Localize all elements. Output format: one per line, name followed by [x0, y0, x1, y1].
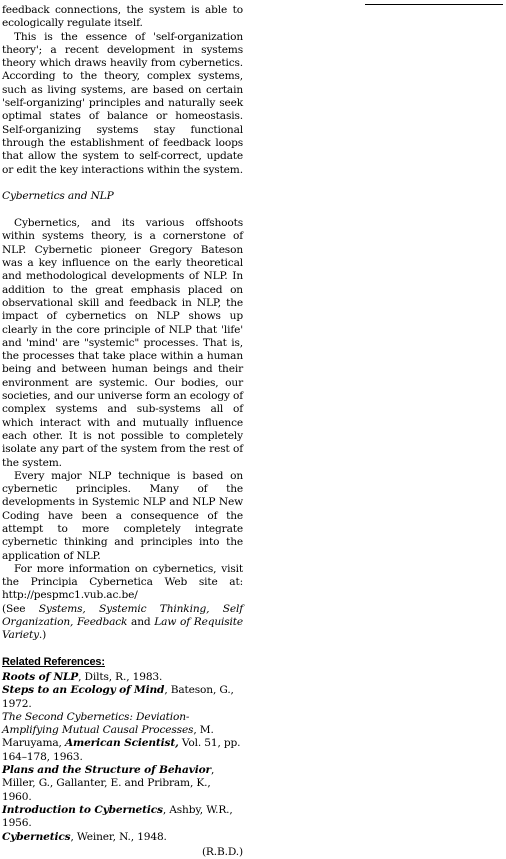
column-rule	[365, 4, 503, 5]
reference-item: Plans and the Structure of Behavior, Miller, G., Gallanter, E. and Pribram, K., 1960.	[2, 764, 215, 803]
paragraph-cybernetics-nlp: Cybernetics, and its various offshoots within systems theory, is a cornerstone of NLP. Cybernetic pioneer Gregory Bateson was a key influence on the early theoretical and methodological developments of NLP. In addition to the great emphasis placed on observational skill and feedback in NLP, the impact of cybernetics on NLP shows up clearly in the core principle of NLP that 'life' and 'mind' are "systemic" processes. That is, the processes that take place within a human being and between human beings and their environment are systemic. Our bodies, our societies, and our universe form an ecology of complex systems and sub-systems all of which interact with and mutually influence each other. It is not possible to completely isolate any part of the system from the rest of the system.	[2, 217, 243, 469]
paragraph-continuation: feedback connections, the system is able to ecologically regulate itself.	[2, 4, 243, 30]
see-also: (See Systems, Systemic Thinking, Self Organization, Feedback and Law of Requisite Variety.)	[2, 602, 243, 642]
reference-item: Roots of NLP, Dilts, R., 1983.	[2, 670, 163, 683]
reference-item: Cybernetics, Weiner, N., 1948.	[2, 830, 167, 843]
paragraph-nlp-techniques: Every major NLP technique is based on cybernetic principles. Many of the developments in Systemic NLP and NLP New Coding have been a consequence of the attempt to more completely integrate cybernetic thinking and principles into the application of NLP.	[2, 469, 243, 562]
subheading: Cybernetics and NLP	[2, 189, 114, 202]
paragraph-self-organization: This is the essence of 'self-organization theory'; a recent development in systems theory which draws heavily from cybernetics. According to the theory, complex systems, such as living systems, are based on certain 'self-organizing' principles and naturally seek optimal states of balance or homeostasis. Self-organizing systems stay functional through the establishment of feedback loops that allow the system to self-correct, update or edit the key interactions within the system.	[2, 30, 243, 176]
reference-item: The Second Cybernetics: Deviation-Amplifying Mutual Causal Processes, M. Maruyama, American Scientist, Vol. 51, pp. 164–178, 1963.	[2, 710, 241, 763]
reference-item: Introduction to Cybernetics, Ashby, W.R., 1956.	[2, 803, 233, 830]
author-signature: (R.B.D.)	[201, 845, 243, 858]
reference-item: Steps to an Ecology of Mind, Bateson, G., 1972.	[2, 684, 234, 710]
paragraph-more-info: For more information on cybernetics, visit the Principia Cybernetica Web site at: http://pespmc1.vub.ac.be/	[2, 562, 243, 602]
references-heading: Related References:	[2, 655, 105, 668]
text-column	[2, 4, 243, 859]
